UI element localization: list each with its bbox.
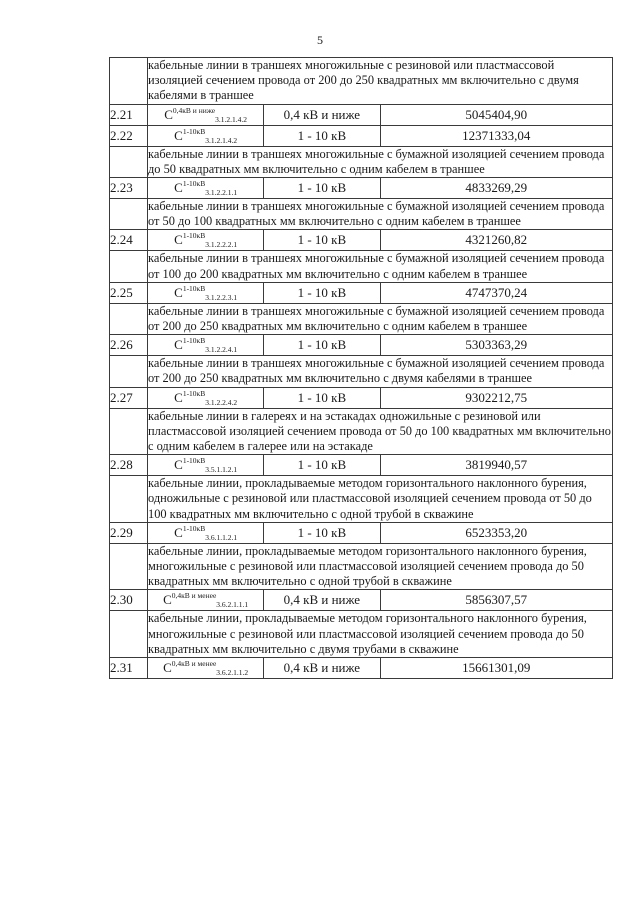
rate-code-index: 3.6.2.1.1.2 bbox=[216, 668, 249, 678]
rate-code-base: С bbox=[163, 592, 172, 608]
rate-code-base: С bbox=[174, 127, 183, 143]
voltage-level: 1 - 10 кВ bbox=[264, 282, 380, 303]
description-text: кабельные линии, прокладываемые методом горизонтального наклонного бурения, многожильные с резиновой или пластмассовой изоляцией сечением провода до 50 квадратных мм включительно с двумя трубами в скважине bbox=[148, 611, 613, 658]
description-row bbox=[110, 251, 613, 282]
rate-value: 4833269,29 bbox=[380, 178, 613, 199]
description-row bbox=[110, 303, 613, 334]
rate-value: 9302212,75 bbox=[380, 387, 613, 408]
rates-table bbox=[109, 57, 613, 679]
row-number: 2.28 bbox=[110, 455, 148, 476]
description-text: кабельные линии в траншеях многожильные с резиновой или пластмассовой изоляцией сечением провода от 200 до 250 квадратных мм включительно с двумя кабелями в траншее bbox=[148, 58, 613, 105]
empty-number-cell bbox=[110, 146, 148, 177]
empty-number-cell bbox=[110, 58, 148, 105]
voltage-level: 1 - 10 кВ bbox=[264, 178, 380, 199]
rate-code-base: С bbox=[174, 284, 183, 300]
row-number: 2.24 bbox=[110, 230, 148, 251]
description-row bbox=[110, 356, 613, 387]
rate-code-base: С bbox=[174, 232, 183, 248]
rate-code-index: 3.5.1.1.2.1 bbox=[205, 465, 238, 475]
rate-code-index: 3.1.2.2.2.1 bbox=[205, 240, 238, 250]
rate-row bbox=[110, 658, 613, 679]
rate-code-voltage-class: 0,4кВ и менее bbox=[171, 591, 217, 601]
rate-code-voltage-class: 1-10кВ bbox=[182, 336, 206, 346]
rate-value: 6523353,20 bbox=[380, 522, 613, 543]
rate-value: 5045404,90 bbox=[380, 104, 613, 125]
rate-code bbox=[148, 125, 264, 146]
rate-row bbox=[110, 230, 613, 251]
voltage-level: 0,4 кВ и ниже bbox=[264, 658, 380, 679]
description-row bbox=[110, 611, 613, 658]
rate-code-index: 3.1.2.2.3.1 bbox=[205, 292, 238, 302]
rate-value: 4747370,24 bbox=[380, 282, 613, 303]
voltage-level: 1 - 10 кВ bbox=[264, 335, 380, 356]
rate-code bbox=[148, 455, 264, 476]
description-text: кабельные линии в траншеях многожильные с бумажной изоляцией сечением провода от 200 до 250 квадратных мм включительно с одним кабелем в траншее bbox=[148, 303, 613, 334]
rate-code bbox=[148, 387, 264, 408]
empty-number-cell bbox=[110, 476, 148, 523]
rate-code-base: С bbox=[163, 660, 172, 676]
description-row bbox=[110, 199, 613, 230]
row-number: 2.22 bbox=[110, 125, 148, 146]
rate-code-voltage-class: 1-10кВ bbox=[182, 388, 206, 398]
rate-row bbox=[110, 455, 613, 476]
rate-code-base: С bbox=[174, 389, 183, 405]
rate-code-base: С bbox=[164, 106, 173, 122]
rate-code-voltage-class: 1-10кВ bbox=[182, 456, 206, 466]
rate-row bbox=[110, 178, 613, 199]
rate-code-base: С bbox=[174, 524, 183, 540]
empty-number-cell bbox=[110, 611, 148, 658]
rate-code-voltage-class: 1-10кВ bbox=[182, 179, 206, 189]
description-row bbox=[110, 476, 613, 523]
rate-value: 3819940,57 bbox=[380, 455, 613, 476]
rate-code-index: 3.1.2.2.4.1 bbox=[205, 345, 238, 355]
description-text: кабельные линии, прокладываемые методом горизонтального наклонного бурения, одножильные с резиновой или пластмассовой изоляцией сечением провода от 50 до 100 квадратных мм включительно с одной трубой в скважине bbox=[148, 476, 613, 523]
empty-number-cell bbox=[110, 303, 148, 334]
rate-row bbox=[110, 282, 613, 303]
empty-number-cell bbox=[110, 251, 148, 282]
rate-code-voltage-class: 0,4кВ и менее bbox=[171, 659, 217, 669]
rate-code bbox=[148, 335, 264, 356]
description-row bbox=[110, 58, 613, 105]
rate-row bbox=[110, 125, 613, 146]
rate-code-voltage-class: 1-10кВ bbox=[182, 523, 206, 533]
rate-code-index: 3.1.2.2.1.1 bbox=[205, 188, 238, 198]
description-row bbox=[110, 146, 613, 177]
rate-code-base: С bbox=[174, 337, 183, 353]
rate-code bbox=[148, 230, 264, 251]
rate-code bbox=[148, 178, 264, 199]
rate-code-index: 3.1.2.1.4.2 bbox=[205, 135, 238, 145]
voltage-level: 1 - 10 кВ bbox=[264, 387, 380, 408]
rate-code-voltage-class: 1-10кВ bbox=[182, 283, 206, 293]
rate-row bbox=[110, 387, 613, 408]
rate-code-index: 3.6.1.1.2.1 bbox=[205, 532, 238, 542]
rate-code-index: 3.1.2.2.4.2 bbox=[205, 397, 238, 407]
row-number: 2.21 bbox=[110, 104, 148, 125]
empty-number-cell bbox=[110, 408, 148, 455]
voltage-level: 1 - 10 кВ bbox=[264, 455, 380, 476]
row-number: 2.31 bbox=[110, 658, 148, 679]
rate-code-voltage-class: 1-10кВ bbox=[182, 126, 206, 136]
row-number: 2.30 bbox=[110, 590, 148, 611]
description-text: кабельные линии в галереях и на эстакадах одножильные с резиновой или пластмассовой изоляцией сечением провода от 50 до 100 квадратных мм включительно с одним кабелем в галерее или на эстакаде bbox=[148, 408, 611, 454]
rate-code-index: 3.6.2.1.1.1 bbox=[216, 600, 249, 610]
rate-value: 15661301,09 bbox=[380, 658, 613, 679]
rate-code bbox=[148, 282, 264, 303]
empty-number-cell bbox=[110, 356, 148, 387]
description-text: кабельные линии в траншеях многожильные с бумажной изоляцией сечением провода до 50 квадратных мм включительно с одним кабелем в траншее bbox=[148, 146, 613, 177]
row-number: 2.27 bbox=[110, 387, 148, 408]
rate-code-voltage-class: 0,4кВ и ниже bbox=[172, 105, 216, 115]
voltage-level: 1 - 10 кВ bbox=[264, 125, 380, 146]
rates-table-body bbox=[110, 58, 613, 679]
rate-code-base: С bbox=[174, 180, 183, 196]
row-number: 2.26 bbox=[110, 335, 148, 356]
row-number: 2.25 bbox=[110, 282, 148, 303]
row-number: 2.23 bbox=[110, 178, 148, 199]
rate-code-voltage-class: 1-10кВ bbox=[182, 231, 206, 241]
rate-row bbox=[110, 590, 613, 611]
rate-code bbox=[148, 658, 264, 679]
description-text: кабельные линии в траншеях многожильные с бумажной изоляцией сечением провода от 50 до 100 квадратных мм включительно с одним кабелем в траншее bbox=[148, 199, 613, 230]
rate-value: 5856307,57 bbox=[380, 590, 613, 611]
rate-value: 12371333,04 bbox=[380, 125, 613, 146]
voltage-level: 0,4 кВ и ниже bbox=[264, 104, 380, 125]
rate-code bbox=[148, 522, 264, 543]
rate-code-index: 3.1.2.1.4.2 bbox=[215, 114, 248, 124]
description-text: кабельные линии, прокладываемые методом горизонтального наклонного бурения, многожильные с резиновой или пластмассовой изоляцией сечением провода до 50 квадратных мм включительно с одной трубой в скважине bbox=[148, 543, 613, 590]
description-row bbox=[110, 543, 613, 590]
voltage-level: 0,4 кВ и ниже bbox=[264, 590, 380, 611]
empty-number-cell bbox=[110, 199, 148, 230]
rate-row bbox=[110, 335, 613, 356]
rate-row bbox=[110, 104, 613, 125]
rate-row bbox=[110, 522, 613, 543]
voltage-level: 1 - 10 кВ bbox=[264, 230, 380, 251]
rate-code-base: С bbox=[174, 457, 183, 473]
rate-code bbox=[148, 104, 264, 125]
voltage-level: 1 - 10 кВ bbox=[264, 522, 380, 543]
description-text: кабельные линии в траншеях многожильные с бумажной изоляцией сечением провода от 200 до 250 квадратных мм включительно с двумя кабелями в траншее bbox=[148, 356, 613, 387]
rate-code bbox=[148, 590, 264, 611]
description-row bbox=[110, 408, 613, 455]
rate-value: 5303363,29 bbox=[380, 335, 613, 356]
description-text: кабельные линии в траншеях многожильные с бумажной изоляцией сечением провода от 100 до 200 квадратных мм включительно с одним кабелем в траншее bbox=[148, 251, 613, 282]
empty-number-cell bbox=[110, 543, 148, 590]
row-number: 2.29 bbox=[110, 522, 148, 543]
page-number: 5 bbox=[317, 33, 323, 47]
rate-value: 4321260,82 bbox=[380, 230, 613, 251]
